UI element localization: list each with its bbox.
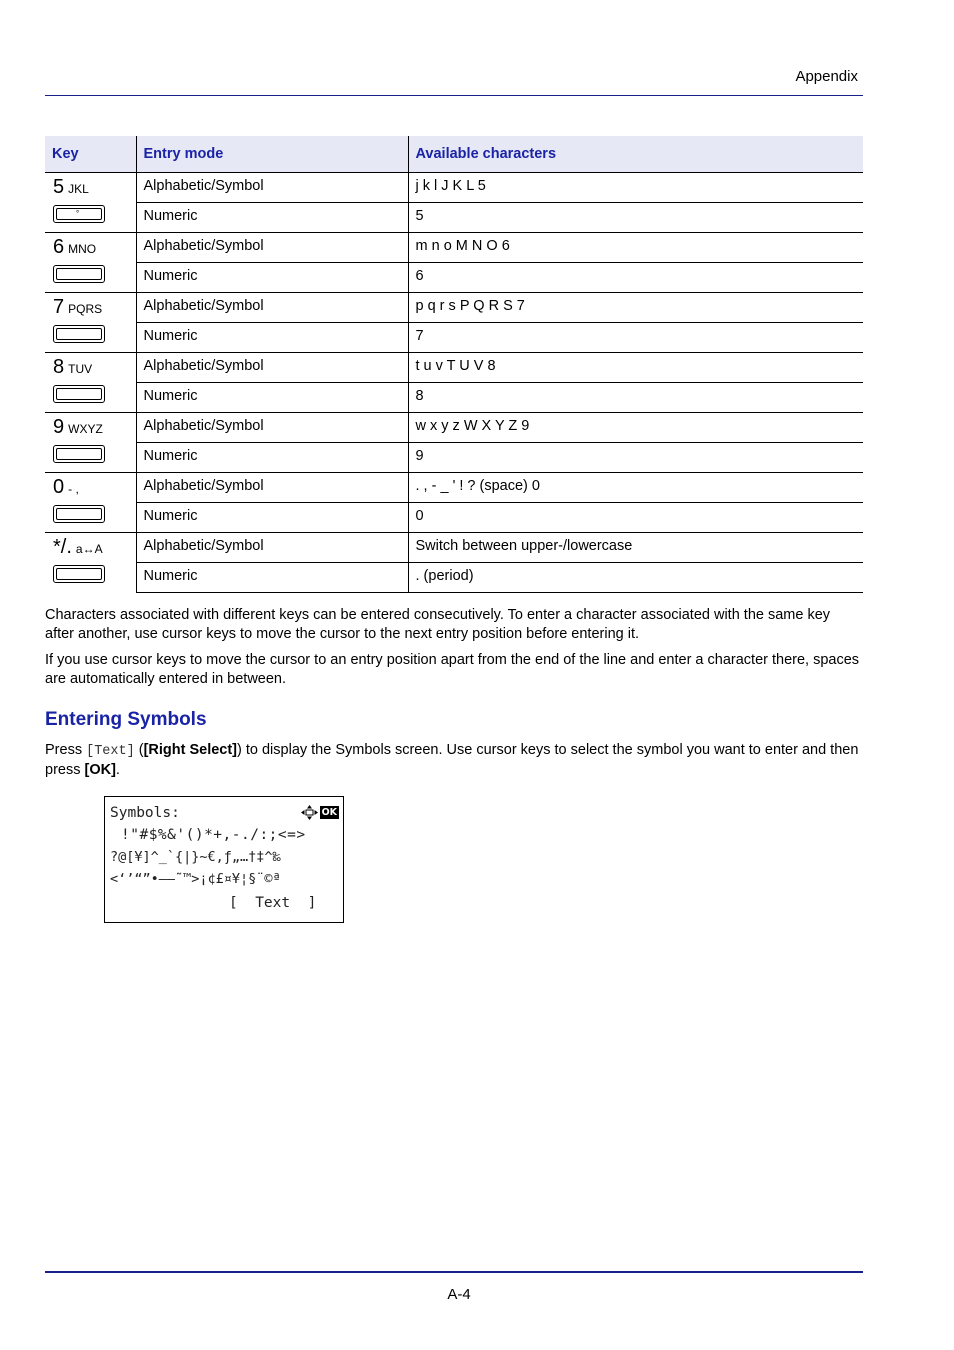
symbols-row-1: !"#$%&'()*+,-./:;<=> [121,827,306,843]
available-chars-cell: . , - _ ' ! ? (space) 0 [408,472,863,502]
available-chars-cell: j k l J K L 5 [408,172,863,202]
key-cell [45,232,136,292]
key-letters: WXYZ [68,421,103,436]
key-label [53,296,136,322]
paragraph-spaces: If you use cursor keys to move the cursor to an entry position apart from the end of the line and enter a character there, spaces are automatically entered in between. [45,652,860,687]
keypad-button-icon [53,505,105,523]
key-letters: a↔A [75,541,103,556]
text-run: Press [45,742,87,758]
key-letters: MNO [68,241,97,256]
available-chars-cell: p q r s P Q R S 7 [408,292,863,322]
entry-mode-cell: Numeric [136,502,408,532]
header-rule [45,95,863,96]
available-chars-cell: 9 [408,442,863,472]
entry-mode-cell: Numeric [136,442,408,472]
key-cell [45,352,136,412]
key-table [45,136,863,593]
available-chars-cell: 8 [408,382,863,412]
keypad-button-icon [53,325,105,343]
key-letters: TUV [68,361,93,376]
col-entry-mode-header: Entry mode [136,136,408,172]
available-chars-cell: m n o M N O 6 [408,232,863,262]
section-title: Entering Symbols [45,709,207,730]
ok-key-ref: [OK] [84,762,116,778]
key-letters: - , [68,481,79,496]
key-digit: 5 [53,175,65,198]
symbols-row-2: ?@[¥]^_`{|}~€,ƒ„…†‡^‰ [110,849,281,865]
key-label [53,476,136,502]
table-row [45,532,863,562]
entry-mode-cell: Numeric [136,202,408,232]
key-label [53,236,136,262]
table-row [45,322,863,352]
key-digit: 9 [53,415,65,438]
available-chars-cell: w x y z W X Y Z 9 [408,412,863,442]
key-label [53,176,136,202]
cursor-keys-icon [301,805,318,820]
table-row [45,502,863,532]
key-cell [45,472,136,532]
entry-mode-cell: Alphabetic/Symbol [136,352,408,382]
table-row [45,292,863,322]
key-digit: 7 [53,295,65,318]
key-label [53,356,136,382]
table-row [45,562,863,592]
available-chars-cell: . (period) [408,562,863,592]
symbols-row-3: <‘’“”•–—˜™>¡¢£¤¥¦§¨©ª [110,871,281,887]
entry-mode-cell: Alphabetic/Symbol [136,472,408,502]
entry-mode-cell: Numeric [136,322,408,352]
screen-title: Symbols: [110,805,180,821]
entry-mode-cell: Alphabetic/Symbol [136,532,408,562]
right-select-ref: [Right Select] [143,742,238,758]
text-softkey: [ Text ] [229,895,317,911]
section-header: Appendix [795,68,858,85]
screen-icons [301,805,339,820]
entry-mode-cell: Alphabetic/Symbol [136,172,408,202]
col-key-header: Key [45,136,136,172]
key-label [53,536,136,562]
page-number: A-4 [447,1286,471,1303]
ok-icon: OK [321,807,337,818]
key-letters: PQRS [68,301,103,316]
keypad-button-icon [53,445,105,463]
available-chars-cell: 7 [408,322,863,352]
keypad-button-icon [53,265,105,283]
footer-rule [45,1271,863,1273]
available-chars-cell: t u v T U V 8 [408,352,863,382]
table-row [45,412,863,442]
table-row [45,442,863,472]
table-row [45,172,863,202]
key-digit: 6 [53,235,65,258]
key-digit: 8 [53,355,65,378]
paragraph-symbols-instructions [45,741,863,780]
symbols-screen [104,796,344,923]
tactile-dot-icon: ° [76,208,80,218]
key-cell [45,172,136,232]
entry-mode-cell: Alphabetic/Symbol [136,232,408,262]
keypad-button-icon [53,385,105,403]
entry-mode-cell: Numeric [136,562,408,592]
table-row [45,382,863,412]
text-softkey-ref: [Text] [86,744,135,759]
table-row [45,202,863,232]
table-header-row [45,136,863,172]
entry-mode-cell: Alphabetic/Symbol [136,412,408,442]
table-row [45,472,863,502]
key-label [53,416,136,442]
text-run: . [115,762,120,778]
entry-mode-cell: Numeric [136,262,408,292]
entry-mode-cell: Numeric [136,382,408,412]
available-chars-cell: Switch between upper-/lowercase [408,532,863,562]
key-letters: JKL [68,181,89,196]
table-row [45,262,863,292]
text-run: ( [134,742,144,758]
key-cell [45,292,136,352]
text-run: ) to display the Symbols screen. Use cursor keys to select the symbol you want to enter and then press [45,742,859,778]
keypad-button-icon [53,205,105,223]
col-available-header: Available characters [408,136,863,172]
key-digit: */. [53,535,72,558]
key-digit: 0 [53,475,65,498]
paragraph-consecutive: Characters associated with different keys can be entered consecutively. To enter a character associated with the same key after another, use cursor keys to move the cursor to the next entry position before entering it. [45,607,831,642]
available-chars-cell: 5 [408,202,863,232]
keypad-button-icon [53,565,105,583]
available-chars-cell: 6 [408,262,863,292]
entry-mode-cell: Alphabetic/Symbol [136,292,408,322]
key-cell [45,532,136,592]
table-row [45,352,863,382]
available-chars-cell: 0 [408,502,863,532]
table-row [45,232,863,262]
key-cell [45,412,136,472]
